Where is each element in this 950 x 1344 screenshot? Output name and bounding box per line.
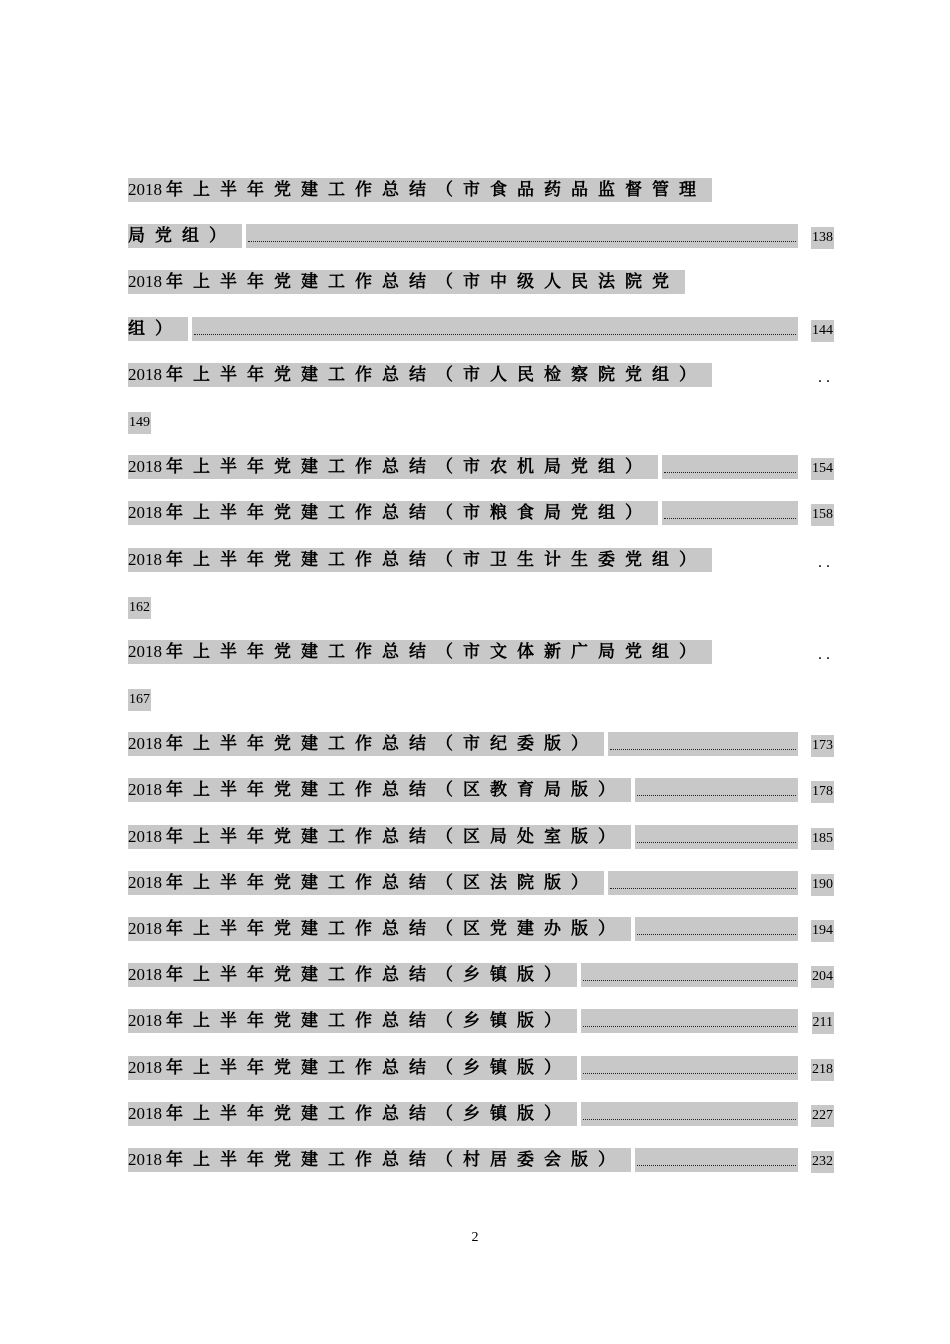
toc-entry-text: 年上半年党建工作总结（市中级人民法院党 bbox=[166, 272, 679, 292]
toc-entry-page[interactable]: 194 bbox=[811, 920, 834, 942]
toc-entry-title[interactable] bbox=[128, 1056, 577, 1080]
toc-entry-text: 年上半年党建工作总结（市农机局党组） bbox=[166, 457, 652, 477]
toc-entry-year: 2018 bbox=[128, 641, 162, 661]
toc-leader-dots bbox=[662, 455, 798, 479]
toc-entry-year: 2018 bbox=[128, 826, 162, 846]
toc-entry-year: 2018 bbox=[128, 549, 162, 569]
toc-entry-text: 年上半年党建工作总结（市食品药品监督管理 bbox=[166, 180, 706, 199]
toc-entry-year: 2018 bbox=[128, 503, 162, 523]
toc-entry-page[interactable]: 158 bbox=[811, 504, 834, 526]
toc-entry-text: 年上半年党建工作总结（区党建办版） bbox=[166, 919, 625, 938]
toc-leader-dots bbox=[581, 1056, 798, 1080]
toc-entry-title[interactable] bbox=[128, 548, 712, 572]
toc-line bbox=[128, 730, 834, 776]
toc-entry-year: 2018 bbox=[128, 1149, 162, 1169]
toc-entry-title[interactable] bbox=[128, 917, 631, 941]
toc-leader-dots bbox=[192, 317, 798, 341]
toc-line bbox=[128, 361, 834, 407]
toc-entry-title[interactable] bbox=[128, 501, 658, 525]
toc-line bbox=[128, 407, 834, 453]
toc-leader-tail: .. bbox=[818, 645, 834, 663]
toc-entry-title[interactable] bbox=[128, 963, 577, 987]
toc-leader-dots bbox=[662, 501, 798, 525]
toc-entry-title[interactable] bbox=[128, 363, 712, 387]
toc-entry-text: 局党组） bbox=[128, 226, 236, 246]
toc-leader-dots bbox=[608, 871, 798, 895]
toc-line bbox=[128, 546, 834, 592]
toc-leader-tail: .. bbox=[818, 553, 834, 571]
toc-entry-year: 2018 bbox=[128, 734, 162, 754]
toc-line bbox=[128, 1054, 834, 1100]
toc-entry-text: 年上半年党建工作总结（市粮食局党组） bbox=[166, 503, 652, 523]
toc-line bbox=[128, 592, 834, 638]
toc-entry-title[interactable] bbox=[128, 224, 242, 248]
toc-line bbox=[128, 1100, 834, 1146]
toc-entry-page[interactable]: 162 bbox=[128, 597, 151, 619]
toc-entry-year: 2018 bbox=[128, 1103, 162, 1123]
toc-entry-page[interactable]: 185 bbox=[811, 828, 834, 850]
toc-entry-text: 年上半年党建工作总结（乡镇版） bbox=[166, 1103, 571, 1123]
toc-entry-page[interactable]: 173 bbox=[811, 735, 834, 757]
toc-entry-text: 年上半年党建工作总结（市文体新广局党组） bbox=[166, 641, 706, 661]
toc-leader-dots bbox=[581, 963, 798, 987]
toc-leader-tail: .. bbox=[818, 368, 834, 386]
toc-entry-text: 组） bbox=[128, 318, 182, 338]
toc-line bbox=[128, 961, 834, 1007]
toc-line bbox=[128, 869, 834, 915]
toc-entry-text: 年上半年党建工作总结（市纪委版） bbox=[166, 734, 598, 754]
toc-line bbox=[128, 638, 834, 684]
toc-line bbox=[128, 1146, 834, 1192]
toc-entry-page[interactable]: 178 bbox=[811, 781, 834, 803]
table-of-contents bbox=[128, 176, 834, 1192]
toc-line bbox=[128, 1007, 834, 1053]
toc-leader-dots bbox=[635, 825, 798, 849]
toc-leader-dots bbox=[581, 1102, 798, 1126]
toc-line bbox=[128, 268, 834, 314]
toc-entry-year: 2018 bbox=[128, 872, 162, 892]
toc-leader-dots bbox=[581, 1009, 798, 1033]
toc-entry-text: 年上半年党建工作总结（乡镇版） bbox=[166, 1011, 571, 1031]
toc-entry-year: 2018 bbox=[128, 1011, 162, 1031]
toc-entry-text: 年上半年党建工作总结（区教育局版） bbox=[166, 780, 625, 800]
toc-entry-title[interactable] bbox=[128, 455, 658, 479]
toc-line bbox=[128, 684, 834, 730]
toc-entry-title[interactable] bbox=[128, 732, 604, 756]
toc-entry-year: 2018 bbox=[128, 965, 162, 985]
toc-entry-page[interactable]: 154 bbox=[811, 458, 834, 480]
toc-leader-dots bbox=[635, 917, 798, 941]
page-number: 2 bbox=[471, 1230, 479, 1245]
toc-entry-page[interactable]: 218 bbox=[811, 1059, 834, 1081]
toc-entry-page[interactable]: 144 bbox=[811, 320, 834, 342]
toc-entry-year: 2018 bbox=[128, 364, 162, 384]
toc-entry-year: 2018 bbox=[128, 1057, 162, 1077]
toc-entry-title[interactable] bbox=[128, 1102, 577, 1126]
toc-leader-dots bbox=[608, 732, 798, 756]
toc-entry-title[interactable] bbox=[128, 871, 604, 895]
toc-entry-year: 2018 bbox=[128, 780, 162, 800]
toc-line bbox=[128, 499, 834, 545]
toc-entry-page[interactable]: 232 bbox=[811, 1151, 834, 1173]
toc-entry-year: 2018 bbox=[128, 180, 162, 199]
toc-entry-page[interactable]: 190 bbox=[811, 874, 834, 896]
toc-line bbox=[128, 776, 834, 822]
toc-entry-year: 2018 bbox=[128, 457, 162, 477]
toc-entry-year: 2018 bbox=[128, 272, 162, 292]
toc-entry-title[interactable] bbox=[128, 1009, 577, 1033]
toc-entry-page[interactable]: 138 bbox=[811, 227, 834, 249]
toc-line bbox=[128, 315, 834, 361]
toc-entry-title[interactable] bbox=[128, 778, 631, 802]
toc-entry-page[interactable]: 204 bbox=[811, 966, 834, 988]
toc-entry-page[interactable]: 211 bbox=[812, 1012, 834, 1034]
toc-line bbox=[128, 453, 834, 499]
toc-entry-year: 2018 bbox=[128, 919, 162, 938]
toc-entry-page[interactable]: 227 bbox=[811, 1105, 834, 1127]
toc-entry-title[interactable] bbox=[128, 825, 631, 849]
toc-entry-text: 年上半年党建工作总结（乡镇版） bbox=[166, 965, 571, 985]
toc-entry-text: 年上半年党建工作总结（区局处室版） bbox=[166, 826, 625, 846]
toc-entry-text: 年上半年党建工作总结（市卫生计生委党组） bbox=[166, 549, 706, 569]
toc-entry-title[interactable] bbox=[128, 317, 188, 341]
toc-entry-text: 年上半年党建工作总结（乡镇版） bbox=[166, 1057, 571, 1077]
toc-line bbox=[128, 222, 834, 268]
toc-line bbox=[128, 823, 834, 869]
toc-entry-page[interactable]: 167 bbox=[128, 689, 151, 711]
toc-entry-title[interactable] bbox=[128, 640, 712, 664]
toc-entry-title[interactable] bbox=[128, 1148, 631, 1172]
toc-leader-dots bbox=[635, 1148, 798, 1172]
toc-line bbox=[128, 915, 834, 961]
toc-leader-dots bbox=[246, 224, 798, 248]
toc-entry-text: 年上半年党建工作总结（村居委会版） bbox=[166, 1149, 625, 1169]
toc-entry-page[interactable]: 149 bbox=[128, 412, 151, 434]
toc-line bbox=[128, 176, 834, 222]
toc-entry-title[interactable] bbox=[128, 270, 685, 294]
toc-entry-text: 年上半年党建工作总结（区法院版） bbox=[166, 872, 598, 892]
toc-leader-dots bbox=[635, 778, 798, 802]
toc-entry-title[interactable] bbox=[128, 178, 712, 202]
toc-entry-text: 年上半年党建工作总结（市人民检察院党组） bbox=[166, 364, 706, 384]
